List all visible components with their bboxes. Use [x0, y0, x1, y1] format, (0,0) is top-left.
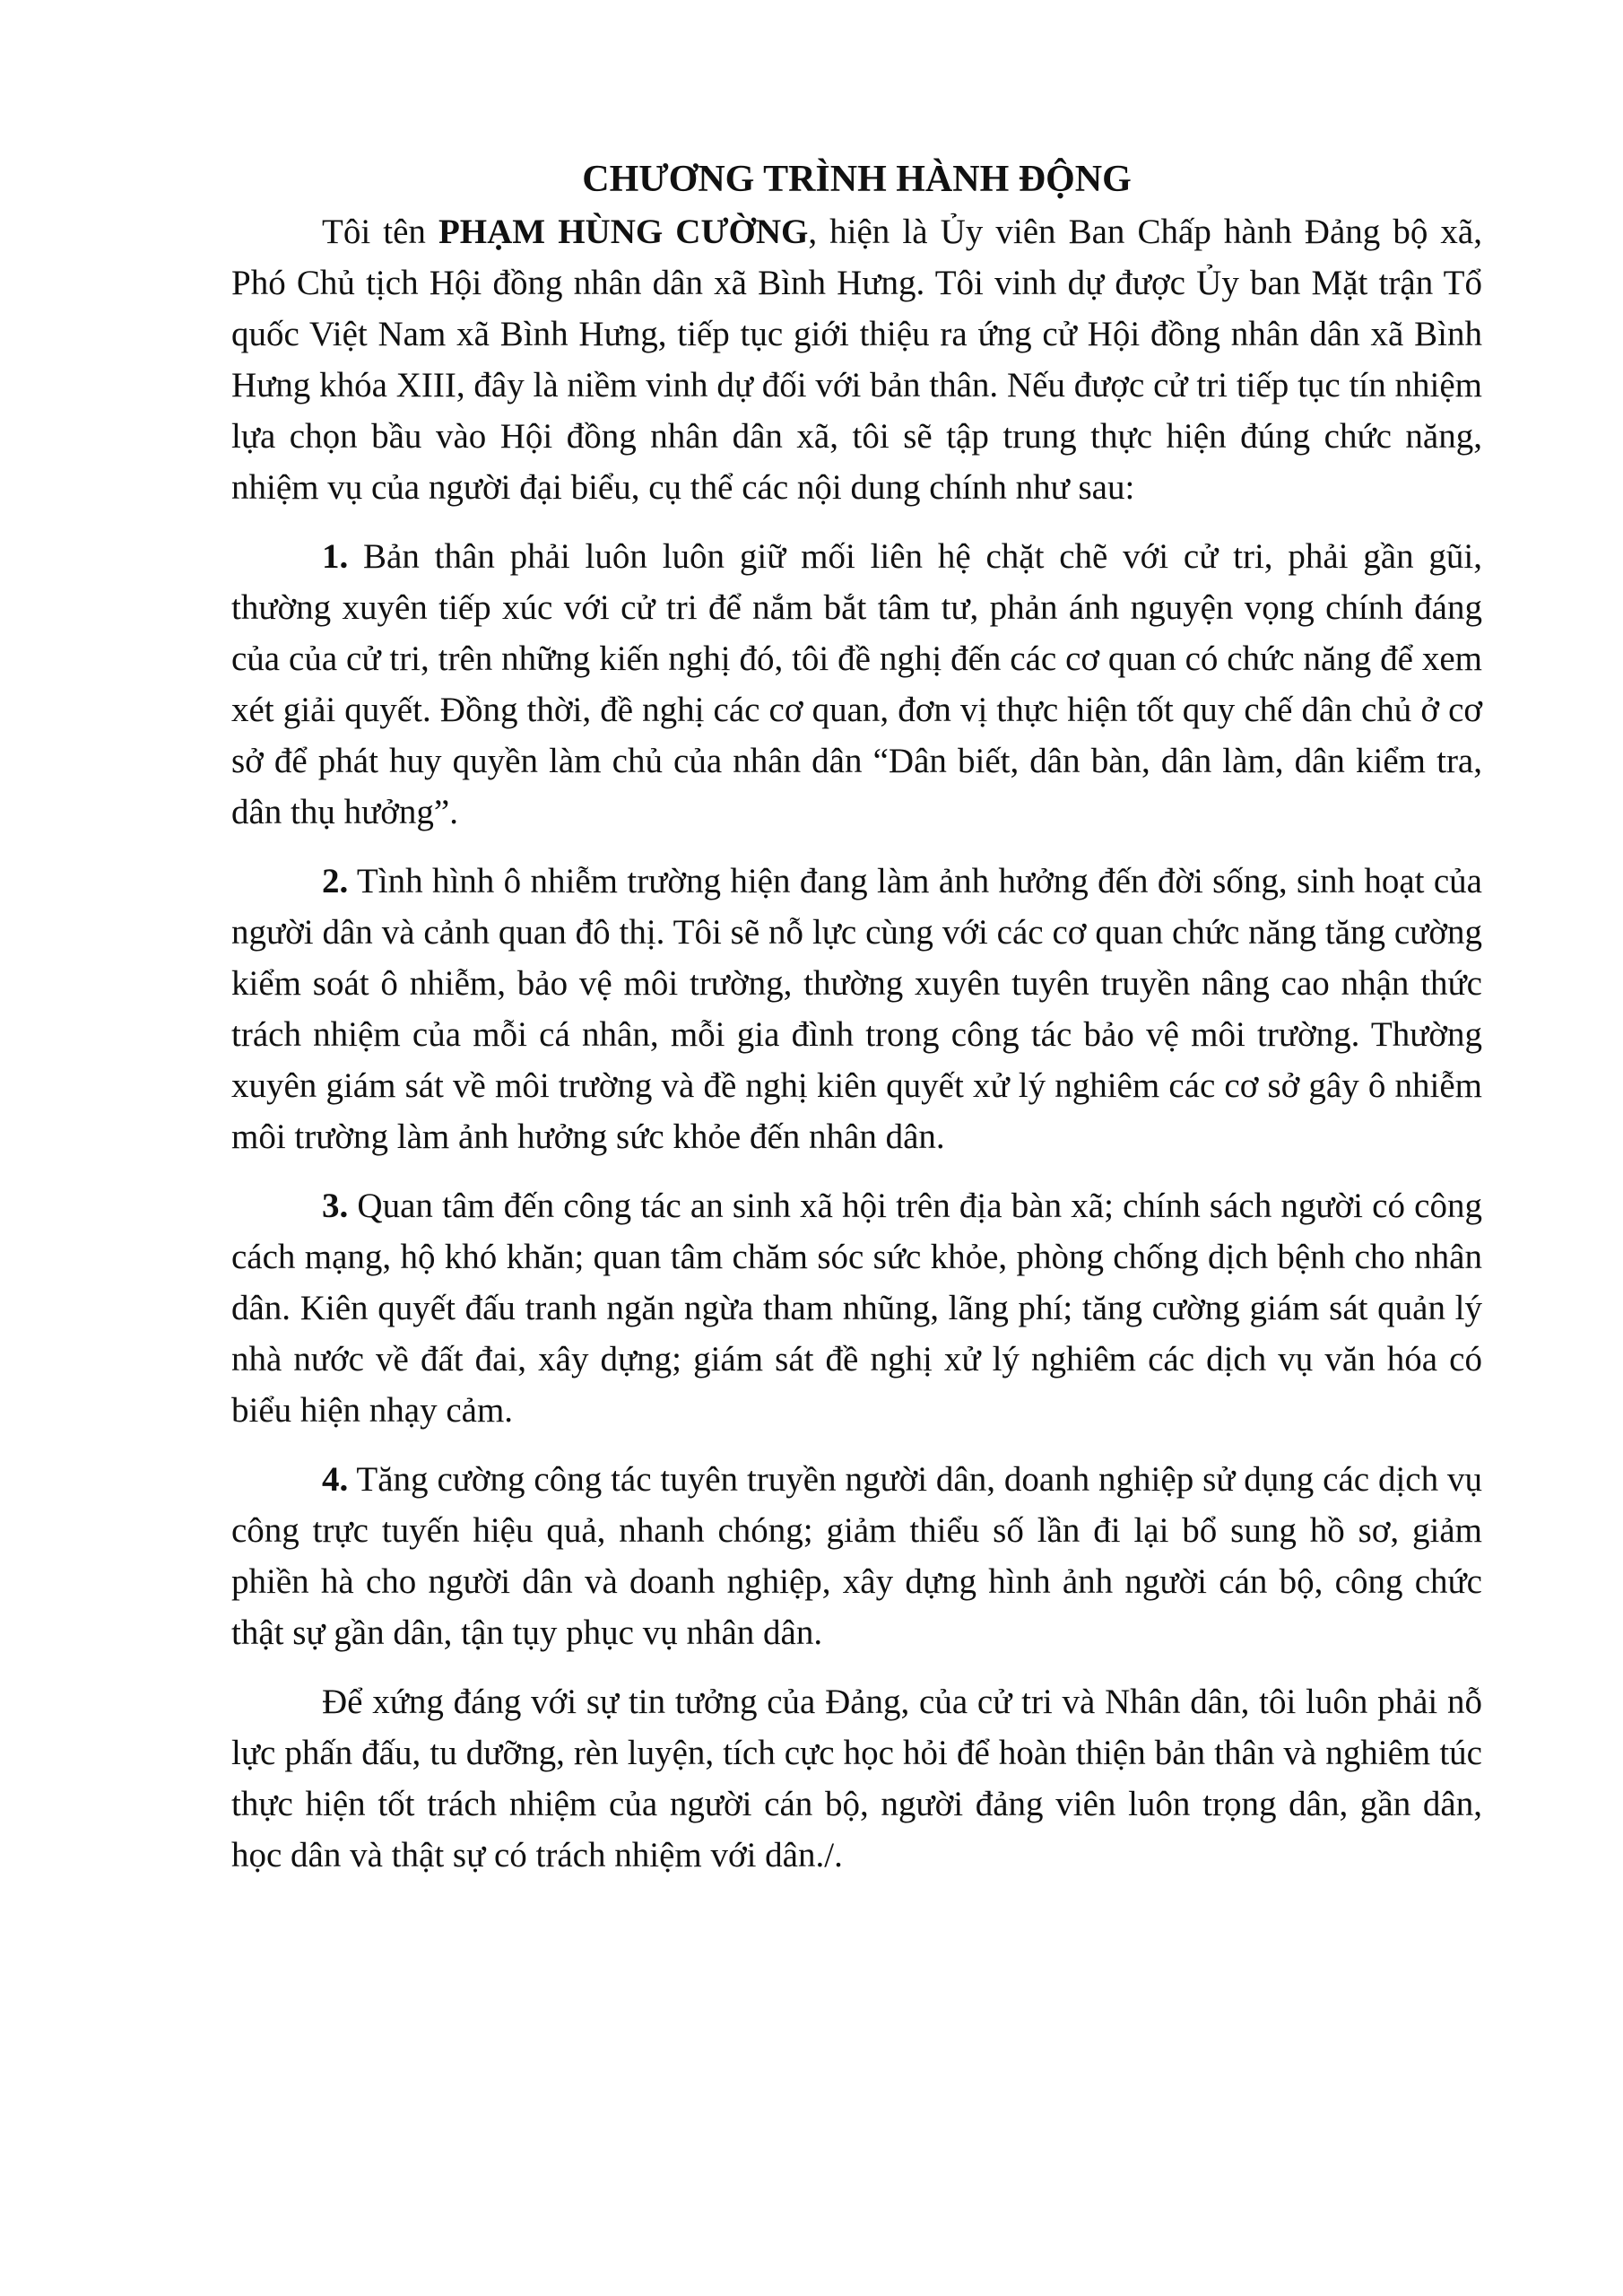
closing-paragraph: Để xứng đáng với sự tin tưởng của Đảng, của cử tri và Nhân dân, tôi luôn phải nỗ lực phấn đấu, tu dưỡng, rèn luyện, tích cực học hỏi để hoàn thiện bản thân và nghiêm túc thực hiện tốt trách nhiệm của người cán bộ, người đảng viên luôn trọng dân, gần dân, học dân và thật sự có trách nhiệm với dân./.: [231, 1683, 1482, 1874]
item-text-4: Tăng cường công tác tuyên truyền người dân, doanh nghiệp sử dụng các dịch vụ công trực tuyến hiệu quả, nhanh chóng; giảm thiểu số lần đi lại bổ sung hồ sơ, giảm phiền hà cho người dân và doanh nghiệp, xây dựng hình ảnh người cán bộ, công chức thật sự gần dân, tận tụy phục vụ nhân dân.: [231, 1460, 1482, 1652]
item-text-2: Tình hình ô nhiễm trường hiện đang làm ảnh hưởng đến đời sống, sinh hoạt của người dân và cảnh quan đô thị. Tôi sẽ nỗ lực cùng với các cơ quan chức năng tăng cường kiểm soát ô nhiễm, bảo vệ môi trường, thường xuyên tuyên truyền nâng cao nhận thức trách nhiệm của mỗi cá nhân, mỗi gia đình trong công tác bảo vệ môi trường. Thường xuyên giám sát về môi trường và đề nghị kiên quyết xử lý nghiêm các cơ sở gây ô nhiễm môi trường làm ảnh hưởng sức khỏe đến nhân dân.: [231, 862, 1482, 1156]
item-text-3: Quan tâm đến công tác an sinh xã hội trên địa bàn xã; chính sách người có công cách mạng, hộ khó khăn; quan tâm chăm sóc sức khỏe, phòng chống dịch bệnh cho nhân dân. Kiên quyết đấu tranh ngăn ngừa tham nhũng, lãng phí; tăng cường giám sát quản lý nhà nước về đất đai, xây dựng; giám sát đề nghị xử lý nghiêm các dịch vụ văn hóa có biểu hiện nhạy cảm.: [231, 1187, 1482, 1430]
candidate-name: PHẠM HÙNG CƯỜNG: [438, 213, 809, 251]
item-number-4: 4.: [322, 1460, 349, 1499]
intro-text: , hiện là Ủy viên Ban Chấp hành Đảng bộ xã, Phó Chủ tịch Hội đồng nhân dân xã Bình Hưng. Tôi vinh dự được Ủy ban Mặt trận Tổ quốc Việt Nam xã Bình Hưng, tiếp tục giới thiệu ra ứng cử Hội đồng nhân dân xã Bình Hưng khóa XIII, đây là niềm vinh dự đối với bản thân. Nếu được cử tri tiếp tục tín nhiệm lựa chọn bầu vào Hội đồng nhân dân xã, tôi sẽ tập trung thực hiện đúng chức năng, nhiệm vụ của người đại biểu, cụ thể các nội dung chính như sau:: [231, 213, 1482, 507]
list-item-1: [231, 531, 1482, 838]
item-number-2: 2.: [322, 862, 349, 900]
item-number-3: 3.: [322, 1187, 349, 1225]
intro-prefix: Tôi tên: [322, 213, 438, 251]
document-title: CHƯƠNG TRÌNH HÀNH ĐỘNG: [582, 159, 1132, 200]
list-item-4: [231, 1454, 1482, 1658]
intro-paragraph: [231, 206, 1482, 513]
document-body: [231, 152, 1482, 1881]
item-text-1: Bản thân phải luôn luôn giữ mối liên hệ chặt chẽ với cử tri, phải gần gũi, thường xuyên tiếp xúc với cử tri để nắm bắt tâm tư, phản ánh nguyện vọng chính đáng của của cử tri, trên những kiến nghị đó, tôi đề nghị đến các cơ quan có chức năng để xem xét giải quyết. Đồng thời, đề nghị các cơ quan, đơn vị thực hiện tốt quy chế dân chủ ở cơ sở để phát huy quyền làm chủ của nhân dân “Dân biết, dân bàn, dân làm, dân kiểm tra, dân thụ hưởng”.: [231, 537, 1482, 831]
list-item-3: [231, 1180, 1482, 1436]
item-number-1: 1.: [322, 537, 349, 576]
list-item-2: [231, 856, 1482, 1162]
